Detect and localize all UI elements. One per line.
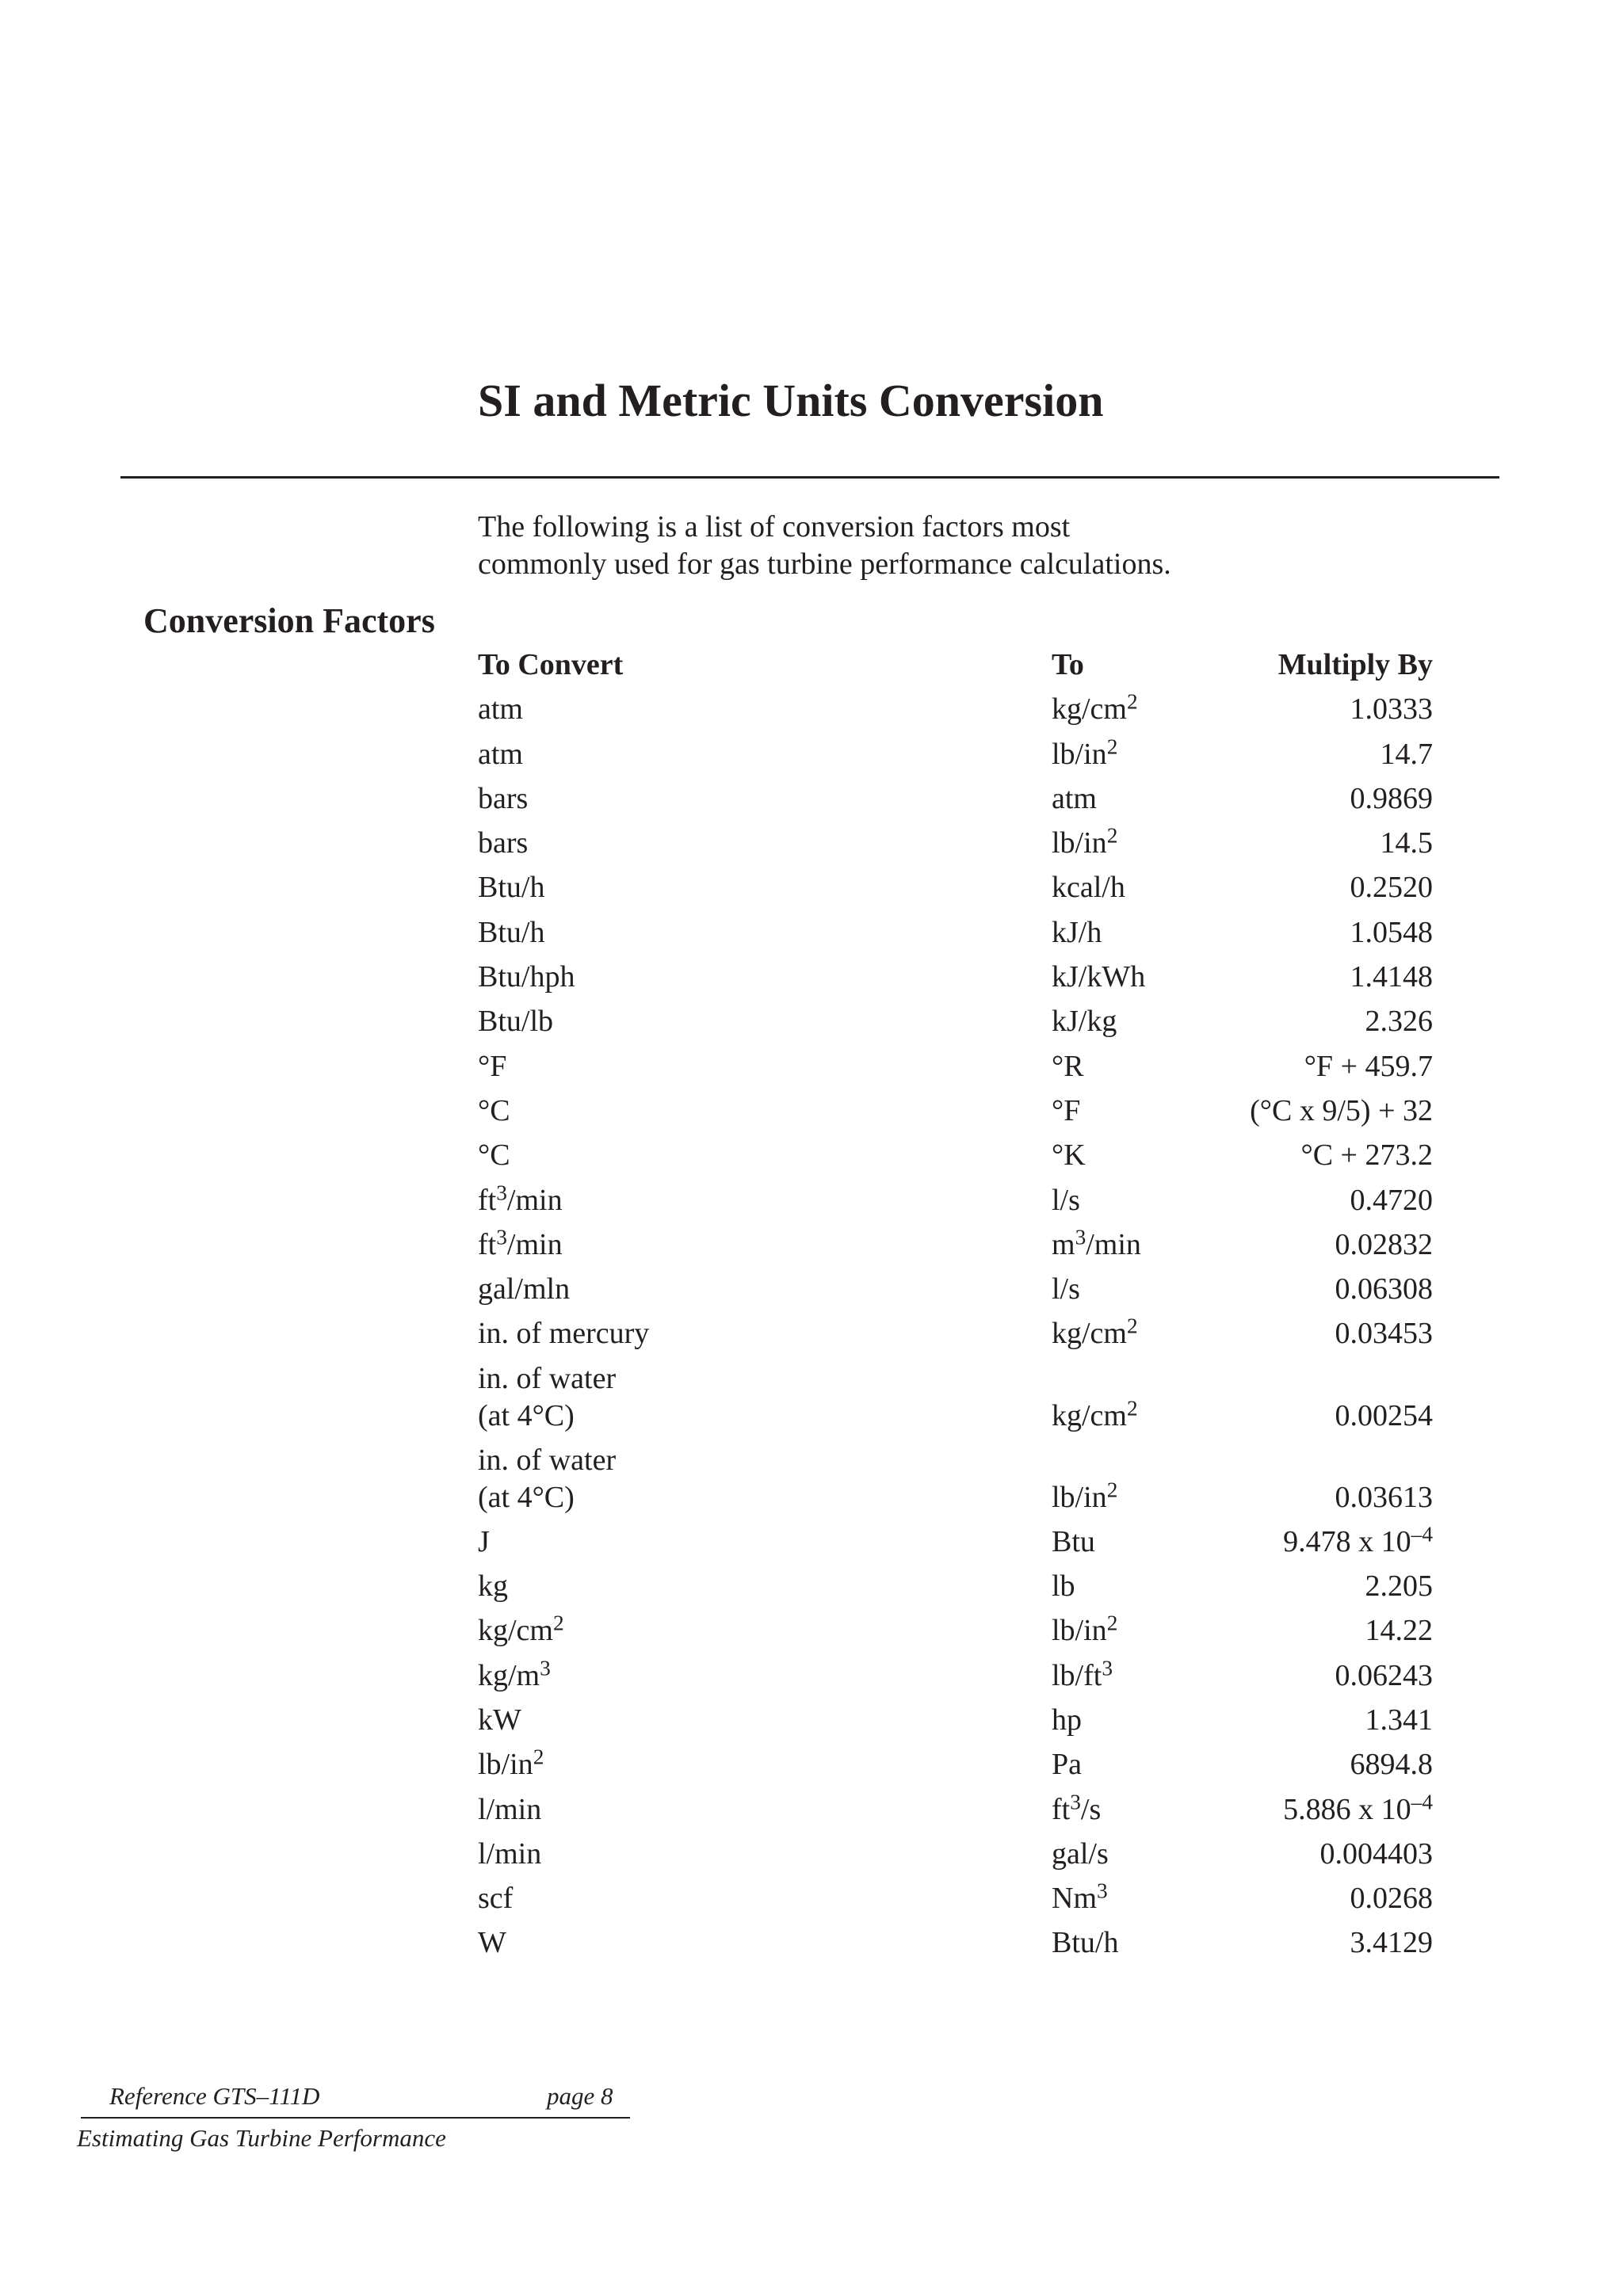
table-row <box>478 825 1433 869</box>
intro-line: The following is a list of conversion factors most <box>478 510 1071 543</box>
cell-multiply-by: 2.205 <box>1365 1569 1433 1604</box>
cell-to: gal/s <box>1052 1836 1109 1871</box>
page-title: SI and Metric Units Conversion <box>478 375 1104 426</box>
cell-to: Pa <box>1052 1748 1082 1782</box>
cell-to-convert-line: atm <box>478 737 523 771</box>
cell-multiply-by: 1.4148 <box>1350 960 1433 994</box>
cell-to: °F <box>1052 1093 1081 1127</box>
table-row <box>478 1791 1433 1836</box>
intro-line: commonly used for gas turbine performance calculations. <box>478 547 1171 581</box>
cell-to: $lb/ft^3$ <box>1052 1656 1113 1692</box>
cell-multiply-by: 1.0333 <box>1350 692 1433 727</box>
footer-reference: Reference GTS–111D <box>109 2082 320 2110</box>
cell-multiply-by: 14.22 <box>1365 1614 1433 1648</box>
cell-to: $kg/cm^2$ <box>1052 690 1138 727</box>
table-row <box>478 869 1433 913</box>
cell-to-convert-line: Btu/lb <box>478 1005 554 1039</box>
cell-multiply-by: 0.06308 <box>1335 1272 1433 1306</box>
cell-to-convert <box>478 1791 541 1829</box>
cell-to-convert-line: $ft^3/\min$ <box>478 1225 563 1261</box>
intro-paragraph <box>478 509 1171 583</box>
cell-to-convert-line: $lb/in^2$ <box>478 1745 544 1782</box>
cell-to: kcal/h <box>1052 871 1125 905</box>
table-row <box>478 1568 1433 1612</box>
footer-page-number: page 8 <box>547 2082 613 2110</box>
cell-to-convert <box>478 1003 553 1040</box>
cell-to: °K <box>1052 1138 1086 1173</box>
cell-to-convert <box>478 1702 521 1739</box>
table-row <box>478 1657 1433 1702</box>
cell-multiply-by: 1.0548 <box>1350 915 1433 949</box>
table-row <box>478 914 1433 959</box>
cell-to-convert <box>478 1182 563 1219</box>
cell-to-convert-line: Btu/h <box>478 915 545 949</box>
cell-to: hp <box>1052 1703 1082 1737</box>
cell-to-convert-line: l/min <box>478 1792 542 1826</box>
cell-to-convert <box>478 1568 508 1605</box>
cell-to-convert <box>478 1746 544 1783</box>
header-to-convert: To Convert <box>478 648 624 681</box>
cell-multiply-by: °F + 459.7 <box>1304 1049 1433 1083</box>
table-row <box>478 1182 1433 1226</box>
cell-to: Nm$^3$ <box>1052 1878 1108 1916</box>
table-row <box>478 1315 1433 1360</box>
cell-to-convert-line: gal/mln <box>478 1272 571 1306</box>
table-row <box>478 1271 1433 1315</box>
cell-to-convert-line: Btu/h <box>478 871 545 905</box>
table-row <box>478 1702 1433 1746</box>
cell-to: $m^3/\min$ <box>1052 1225 1141 1261</box>
cell-to: $lb/in^2$ <box>1052 734 1118 771</box>
table-row <box>478 1612 1433 1657</box>
cell-to-convert-line: °C <box>478 1138 510 1173</box>
cell-multiply-by: 0.4720 <box>1350 1183 1433 1217</box>
cell-to-convert <box>478 1093 510 1130</box>
cell-to-convert <box>478 1360 616 1435</box>
cell-to-convert-line: atm <box>478 692 523 727</box>
section-heading: Conversion Factors <box>143 601 435 640</box>
table-row <box>478 1836 1433 1880</box>
cell-to-convert-line: bars <box>478 781 529 815</box>
cell-to: $kg/cm^2$ <box>1052 1314 1138 1351</box>
cell-to-convert-line: kW <box>478 1703 521 1737</box>
cell-to-convert-line: in. of mercury <box>478 1317 650 1351</box>
cell-to-convert-line: °F <box>478 1049 507 1083</box>
cell-to-convert-line: $ft^3/\min$ <box>478 1180 563 1217</box>
cell-to-convert-line: Btu/hph <box>478 960 575 994</box>
footer-divider <box>81 2117 630 2119</box>
table-row <box>478 1360 1433 1442</box>
cell-to: l/s <box>1052 1272 1080 1306</box>
cell-to-convert-line: l/min <box>478 1836 542 1871</box>
cell-to-convert <box>478 1524 490 1561</box>
cell-to: lb <box>1052 1569 1075 1604</box>
cell-multiply-by: 0.03453 <box>1335 1317 1433 1351</box>
header-multiply-by: Multiply By <box>1277 648 1433 681</box>
cell-to: $ft^3/s$ <box>1052 1790 1102 1826</box>
cell-to-convert-line: kg <box>478 1569 508 1604</box>
cell-to: °R <box>1052 1049 1084 1083</box>
cell-multiply-by: 14.5 <box>1380 826 1433 860</box>
cell-to: kJ/kWh <box>1052 960 1146 994</box>
conversion-table <box>478 646 1433 1970</box>
cell-to-convert <box>478 1137 510 1174</box>
cell-to-convert-line: (at 4°C) <box>478 1398 575 1432</box>
table-row <box>478 691 1433 735</box>
cell-to-convert <box>478 736 523 773</box>
table-row <box>478 780 1433 825</box>
cell-to-convert <box>478 959 575 996</box>
cell-multiply-by: 0.00254 <box>1335 1398 1433 1432</box>
cell-multiply-by: 5.886 x $10^{-4}$ <box>1283 1790 1433 1826</box>
cell-to-convert <box>478 914 544 952</box>
table-row <box>478 1524 1433 1568</box>
table-row <box>478 1442 1433 1524</box>
cell-to-convert-line: W <box>478 1926 506 1960</box>
cell-to-convert <box>478 1271 570 1308</box>
cell-to-convert <box>478 780 528 818</box>
cell-multiply-by: 0.03613 <box>1335 1480 1433 1514</box>
cell-to-convert <box>478 691 523 728</box>
cell-to: $lb/in^2$ <box>1052 1478 1118 1514</box>
cell-to-convert-line: $kg/cm^2$ <box>478 1611 564 1648</box>
table-row <box>478 959 1433 1003</box>
cell-to-convert <box>478 1315 649 1352</box>
cell-to-convert <box>478 1657 551 1695</box>
cell-to-convert <box>478 1612 564 1650</box>
cell-multiply-by: 3.4129 <box>1350 1926 1433 1960</box>
cell-multiply-by: 0.06243 <box>1335 1658 1433 1692</box>
cell-to: l/s <box>1052 1183 1080 1217</box>
footer-document-title: Estimating Gas Turbine Performance <box>77 2124 446 2152</box>
cell-to: Btu/h <box>1052 1926 1119 1960</box>
cell-to-convert <box>478 1880 513 1917</box>
cell-to-convert-line: bars <box>478 826 529 860</box>
table-row <box>478 1924 1433 1969</box>
cell-to-convert <box>478 1442 616 1516</box>
cell-to-convert <box>478 1048 506 1085</box>
header-to: To <box>1052 648 1084 681</box>
cell-to-convert <box>478 869 544 906</box>
cell-to: $kg/cm^2$ <box>1052 1396 1138 1432</box>
cell-multiply-by: 9.478 x $10^{-4}$ <box>1283 1522 1433 1558</box>
cell-multiply-by: 0.9869 <box>1350 781 1433 815</box>
table-row <box>478 1746 1433 1791</box>
cell-to-convert-line: in. of water <box>478 1361 617 1395</box>
cell-multiply-by: °C + 273.2 <box>1300 1138 1433 1173</box>
table-row <box>478 1880 1433 1924</box>
table-row <box>478 736 1433 780</box>
cell-to-convert <box>478 1924 506 1962</box>
cell-to-convert <box>478 1836 541 1873</box>
cell-to-convert <box>478 1226 563 1264</box>
cell-to-convert-line: scf <box>478 1882 514 1916</box>
table-row <box>478 1003 1433 1047</box>
cell-multiply-by: 1.341 <box>1365 1703 1433 1737</box>
cell-to-convert-line: J <box>478 1524 490 1558</box>
cell-to-convert <box>478 825 528 862</box>
table-row <box>478 1093 1433 1137</box>
cell-multiply-by: 0.02832 <box>1335 1227 1433 1261</box>
cell-to-convert-line: (at 4°C) <box>478 1480 575 1514</box>
cell-to-convert-line: °C <box>478 1093 510 1127</box>
cell-to: kJ/h <box>1052 915 1102 949</box>
cell-to: $lb/in^2$ <box>1052 1611 1118 1648</box>
table-header-row <box>478 646 1433 691</box>
cell-to: Btu <box>1052 1524 1095 1558</box>
cell-to-convert-line: in. of water <box>478 1443 617 1477</box>
table-row <box>478 1137 1433 1181</box>
cell-to: $lb/in^2$ <box>1052 823 1118 860</box>
cell-multiply-by: (°C x 9/5) + 32 <box>1250 1093 1433 1127</box>
cell-multiply-by: 6894.8 <box>1350 1748 1433 1782</box>
cell-multiply-by: 0.004403 <box>1319 1836 1433 1871</box>
cell-to-convert-line: $kg/m^3$ <box>478 1656 551 1692</box>
title-divider <box>120 476 1499 479</box>
cell-multiply-by: 0.2520 <box>1350 871 1433 905</box>
cell-multiply-by: 2.326 <box>1365 1005 1433 1039</box>
cell-to: atm <box>1052 781 1097 815</box>
cell-multiply-by: 14.7 <box>1380 737 1433 771</box>
cell-multiply-by: 0.0268 <box>1350 1882 1433 1916</box>
table-row <box>478 1226 1433 1271</box>
table-row <box>478 1048 1433 1093</box>
cell-to: kJ/kg <box>1052 1005 1117 1039</box>
